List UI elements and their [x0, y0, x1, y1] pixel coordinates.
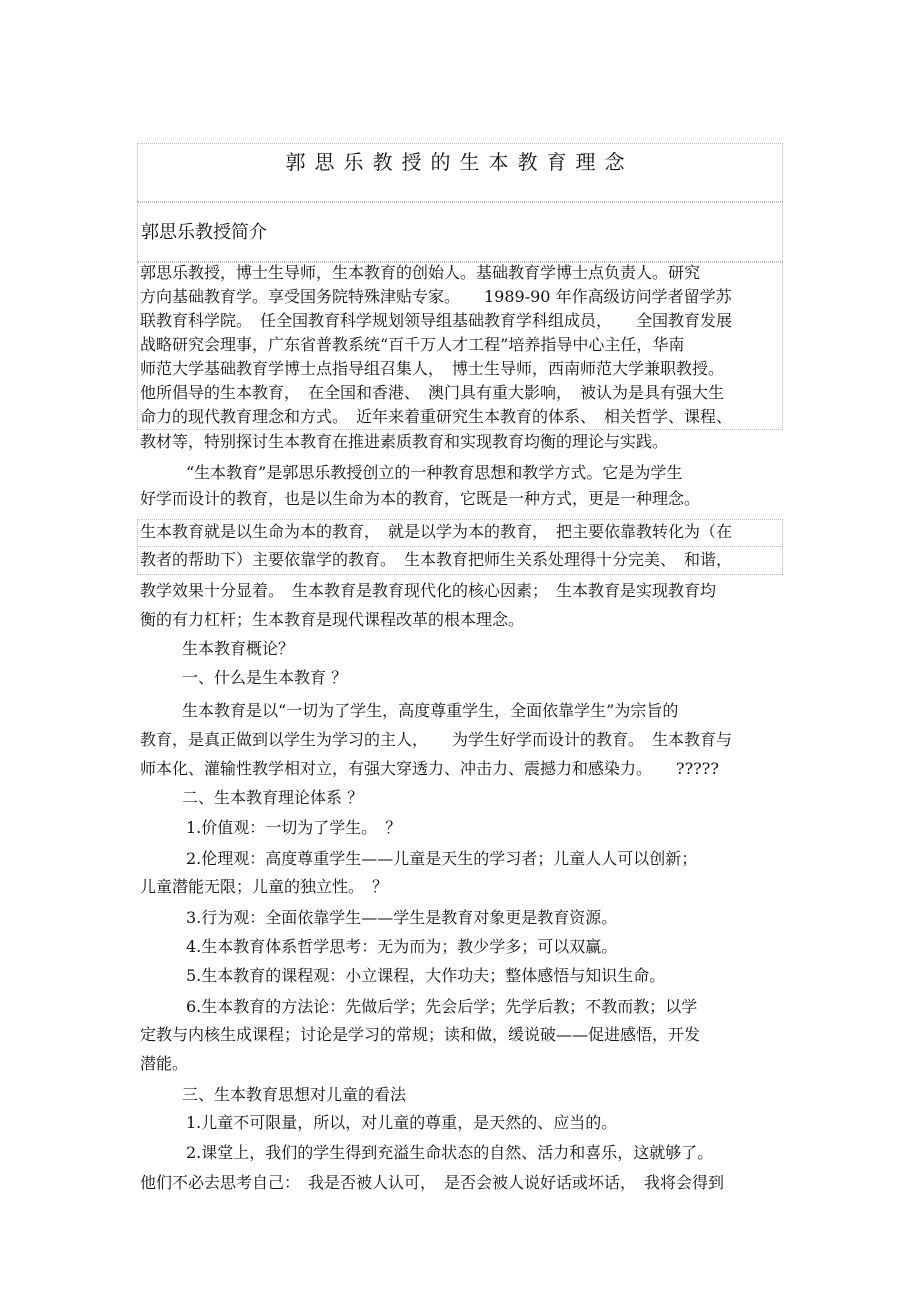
body-line: 生本教育是以“一切为了学生，高度尊重学生，全面依靠学生”为宗旨的 [182, 701, 679, 720]
list-item: 2.伦理观：高度尊重学生——儿童是天生的学习者；儿童人人可以创新； [186, 849, 698, 868]
body-line: “生本教育”是郭思乐教授创立的一种教育思想和教学方式。它是为学生 [186, 463, 683, 482]
section-title: 一、什么是生本教育 ？ [182, 668, 348, 687]
intro-heading: 郭思乐教授简介 [141, 222, 267, 243]
intro-line: 师范大学基础教育学博士点指导组召集人， 博士生导师，西南师范大学兼职教授。 [140, 359, 725, 378]
list-item: 2.课堂上，我们的学生得到充溢生命状态的自然、活力和喜乐，这就够了。 [186, 1143, 714, 1162]
list-item: 6.生本教育的方法论：先做后学；先会后学；先学后教；不教而教；以学 [186, 997, 698, 1016]
intro-line: 他所倡导的生本教育， 在全国和香港、 澳门具有重大影响， 被认为是具有强大生 [140, 383, 725, 402]
intro-line: 方向基础教育学。享受国务院特殊津贴专家。 1989-90 年作高级访问学者留学苏 [140, 287, 732, 306]
list-item: 5.生本教育的课程观：小立课程，大作功夫；整体感悟与知识生命。 [186, 966, 666, 985]
body-line: 教学效果十分显着。 生本教育是教育现代化的核心因素； 生本教育是实现教育均 [140, 581, 717, 600]
body-line: 师本化、灌输性教学相对立，有强大穿透力、冲击力、震撼力和感染力。 ????? [140, 759, 719, 778]
intro-line: 郭思乐教授，博士生导师，生本教育的创始人。基础教育学博士点负责人。研究 [140, 263, 701, 282]
list-item: 定教与内核生成课程；讨论是学习的常规；读和做，缓说破——促进感悟，开发 [140, 1025, 701, 1044]
intro-line: 联教育科学院。 任全国教育科学规划领导组基础教育学科组成员， 全国教育发展 [140, 311, 733, 330]
list-item: 1.儿童不可限量，所以，对儿童的尊重，是天然的、应当的。 [186, 1113, 618, 1132]
list-item: 1.价值观：一切为了学生。 ？ [186, 818, 402, 837]
body-line: 衡的有力杠杆；生本教育是现代课程改革的根本理念。 [140, 610, 525, 629]
body-line: 生本教育就是以生命为本的教育， 就是以学为本的教育， 把主要依靠教转化为（在 [140, 522, 733, 541]
list-item: 潜能。 [140, 1054, 189, 1073]
body-line: 好学而设计的教育，也是以生命为本的教育，它既是一种方式，更是一种理念。 [140, 489, 701, 508]
intro-line: 教材等，特别探讨生本教育在推进素质教育和实现教育均衡的理论与实践。 [140, 432, 669, 451]
section-title: 生本教育概论？ [182, 639, 295, 658]
body-line: 他们不必去思考自己： 我是否被人认可， 是否会被人说好话或坏话， 我将会得到 [140, 1173, 725, 1192]
list-item: 4.生本教育体系哲学思考：无为而为；教少学多；可以双赢。 [186, 937, 618, 956]
list-item: 儿童潜能无限；儿童的独立性。 ？ [140, 877, 389, 896]
list-item: 3.行为观：全面依靠学生——学生是教育对象更是教育资源。 [186, 908, 618, 927]
intro-line: 战略研究会理事，广东省普教系统“百千万人才工程”培养指导中心主任，华南 [140, 335, 685, 354]
section-title: 二、生本教育理论体系 ？ [182, 788, 364, 807]
section-title: 三、生本教育思想对儿童的看法 [182, 1085, 407, 1104]
intro-line: 命力的现代教育理念和方式。 近年来着重研究生本教育的体系、 相关哲学、课程、 [140, 407, 733, 426]
body-line: 教者的帮助下）主要依靠学的教育。 生本教育把师生关系处理得十分完美、 和谐， [140, 550, 733, 569]
body-line: 教育，是真正做到以学生为学习的主人， 为学生好学而设计的教育。 生本教育与 [140, 730, 733, 749]
page-title: 郭思乐教授的生本教育理念 [285, 150, 634, 174]
